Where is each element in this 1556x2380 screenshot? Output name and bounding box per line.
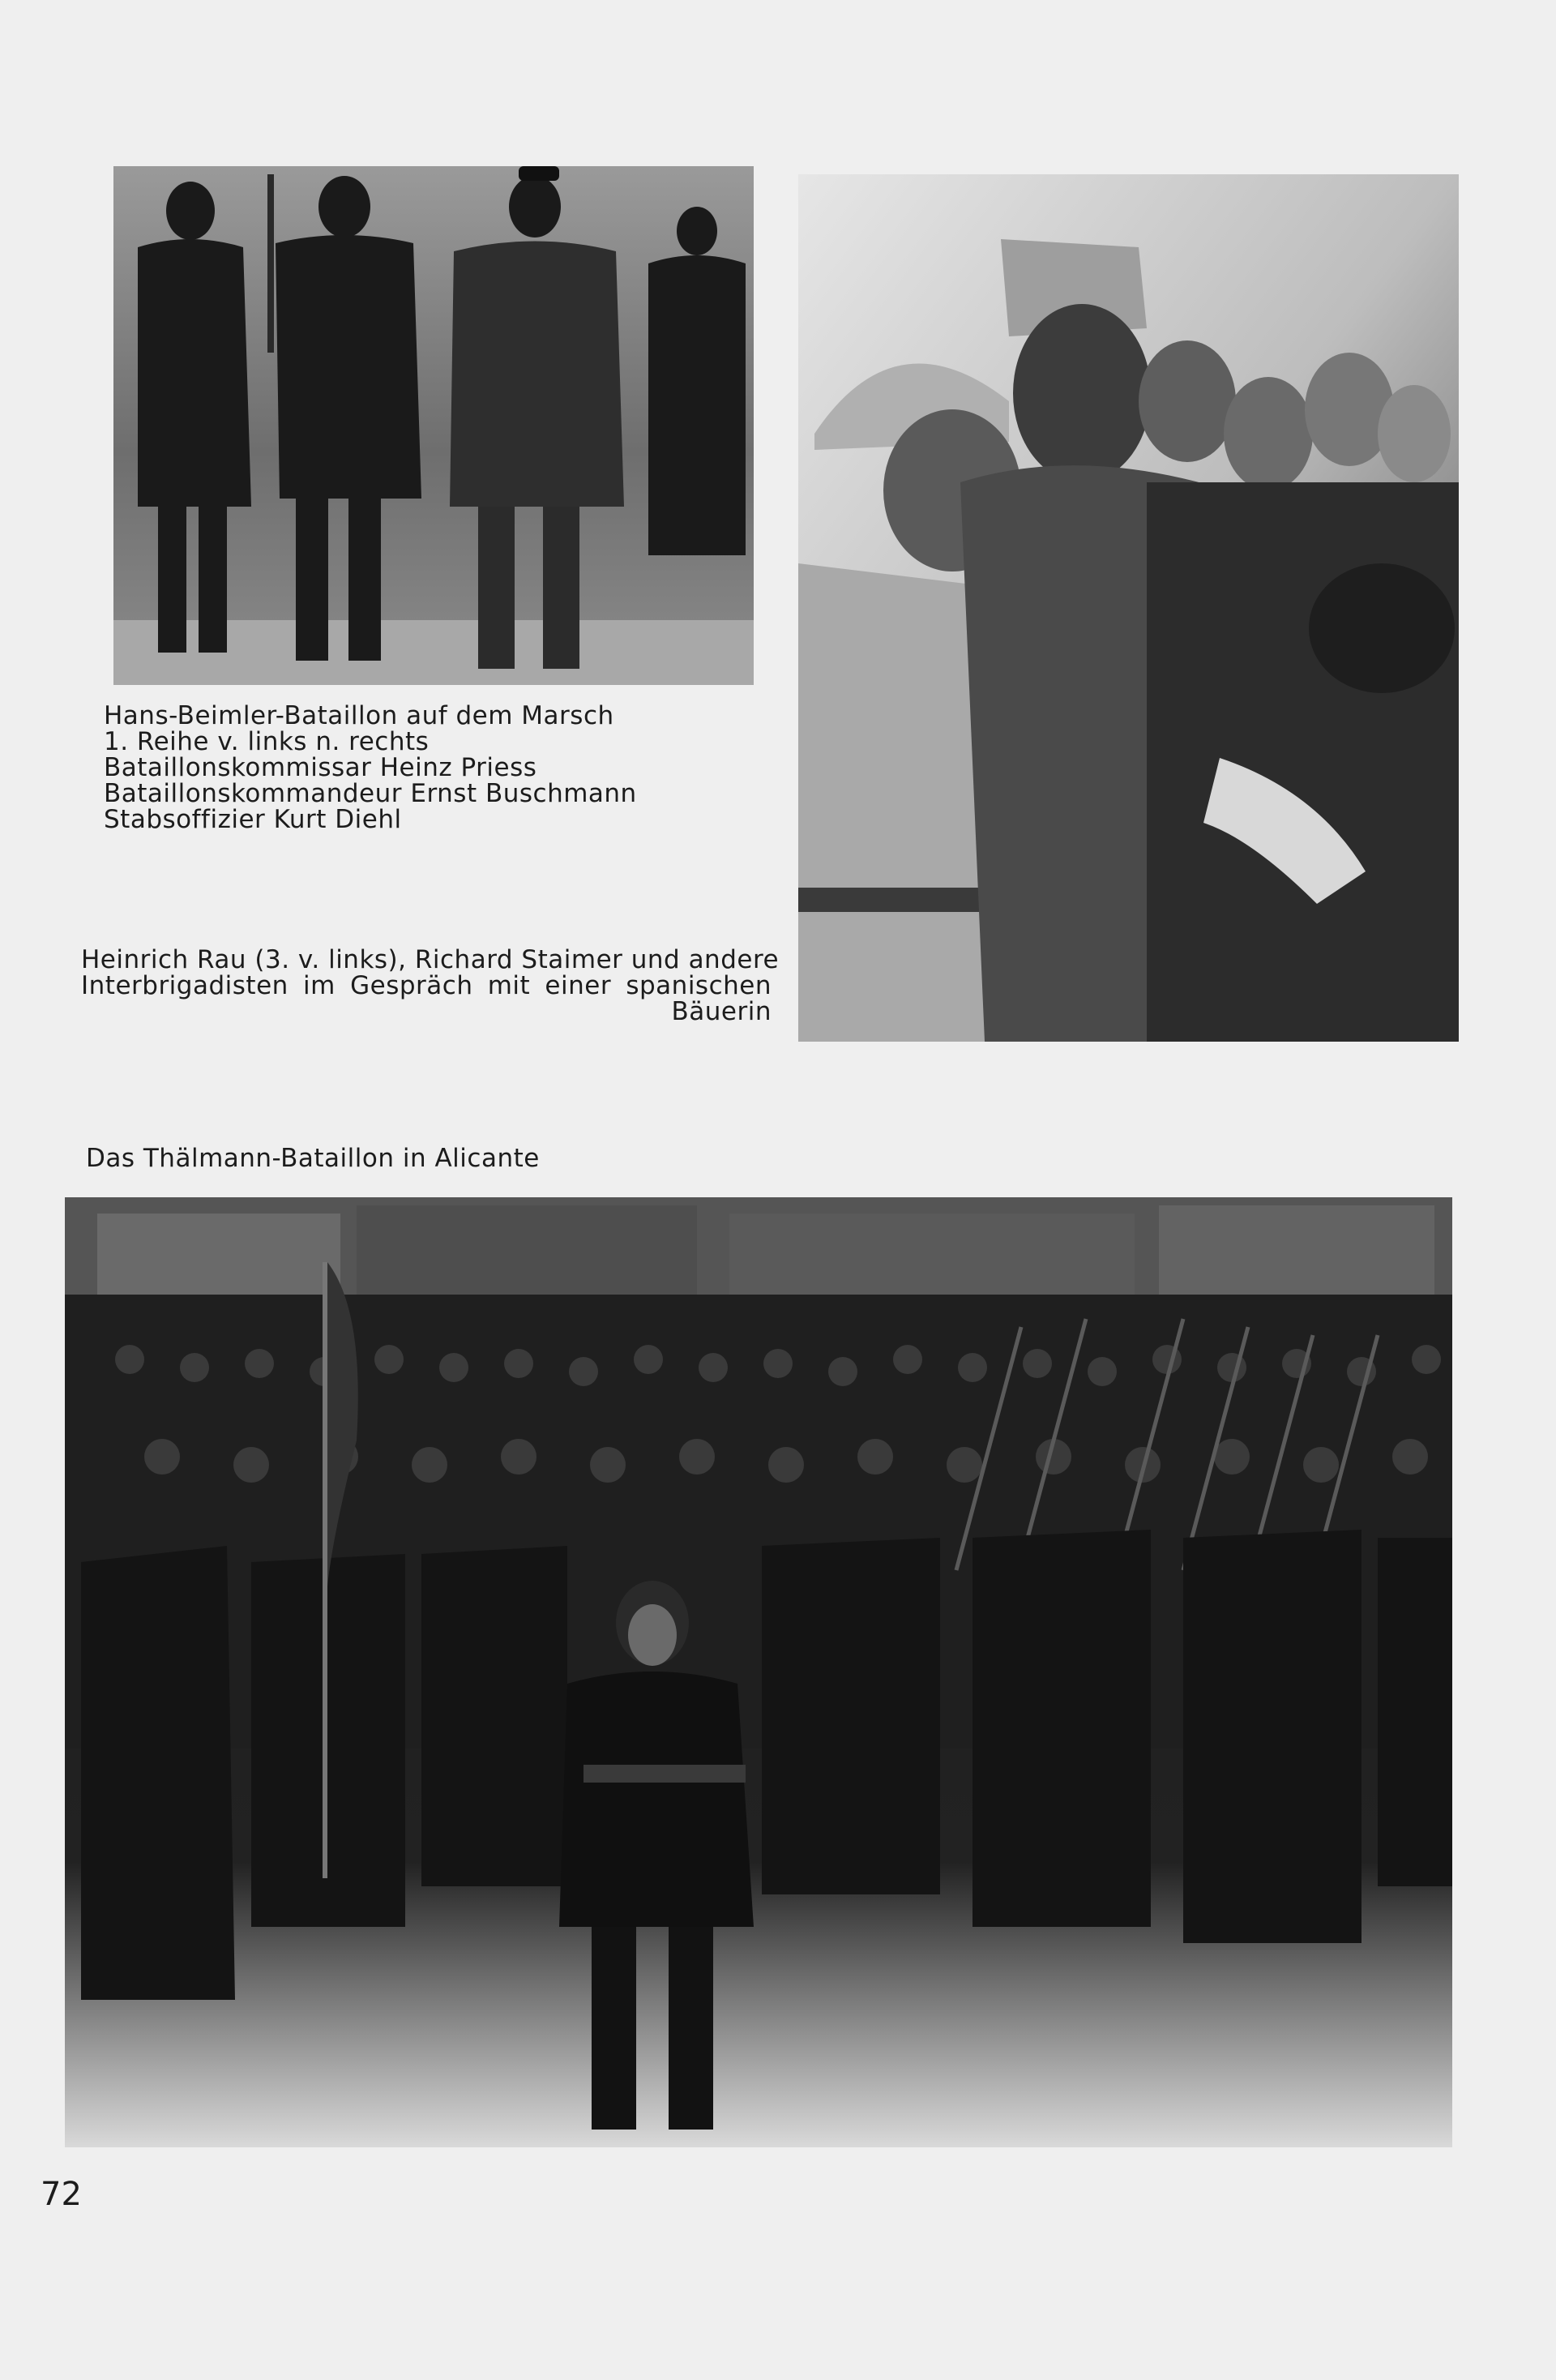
caption-line: Das Thälmann-Bataillon in Alicante <box>86 1144 540 1173</box>
photo-thaelmann-bataillon <box>65 1197 1452 2147</box>
caption-line: Bäuerin <box>671 997 772 1026</box>
caption-line: Bataillonskommandeur Ernst Buschmann <box>104 779 637 808</box>
caption-heinrich-rau <box>81 945 780 1026</box>
caption-line: Heinrich Rau (3. v. links), Richard Staimer und andere <box>81 945 780 974</box>
caption-line: Bataillonskommissar Heinz Priess <box>104 753 537 782</box>
photo-heinrich-rau-gespraech <box>798 174 1459 1042</box>
caption-line: Hans-Beimler-Bataillon auf dem Marsch <box>104 701 614 730</box>
photo-hans-beimler-bataillon <box>113 166 754 685</box>
caption-thaelmann <box>86 1145 540 1171</box>
page-number: 72 <box>41 2176 82 2213</box>
caption-line: 1. Reihe v. links n. rechts <box>104 727 430 756</box>
caption-line: Stabsoffizier Kurt Diehl <box>104 805 402 834</box>
caption-line: Interbrigadisten im Gespräch mit einer spanischen <box>81 971 772 1000</box>
caption-hans-beimler <box>104 703 637 833</box>
